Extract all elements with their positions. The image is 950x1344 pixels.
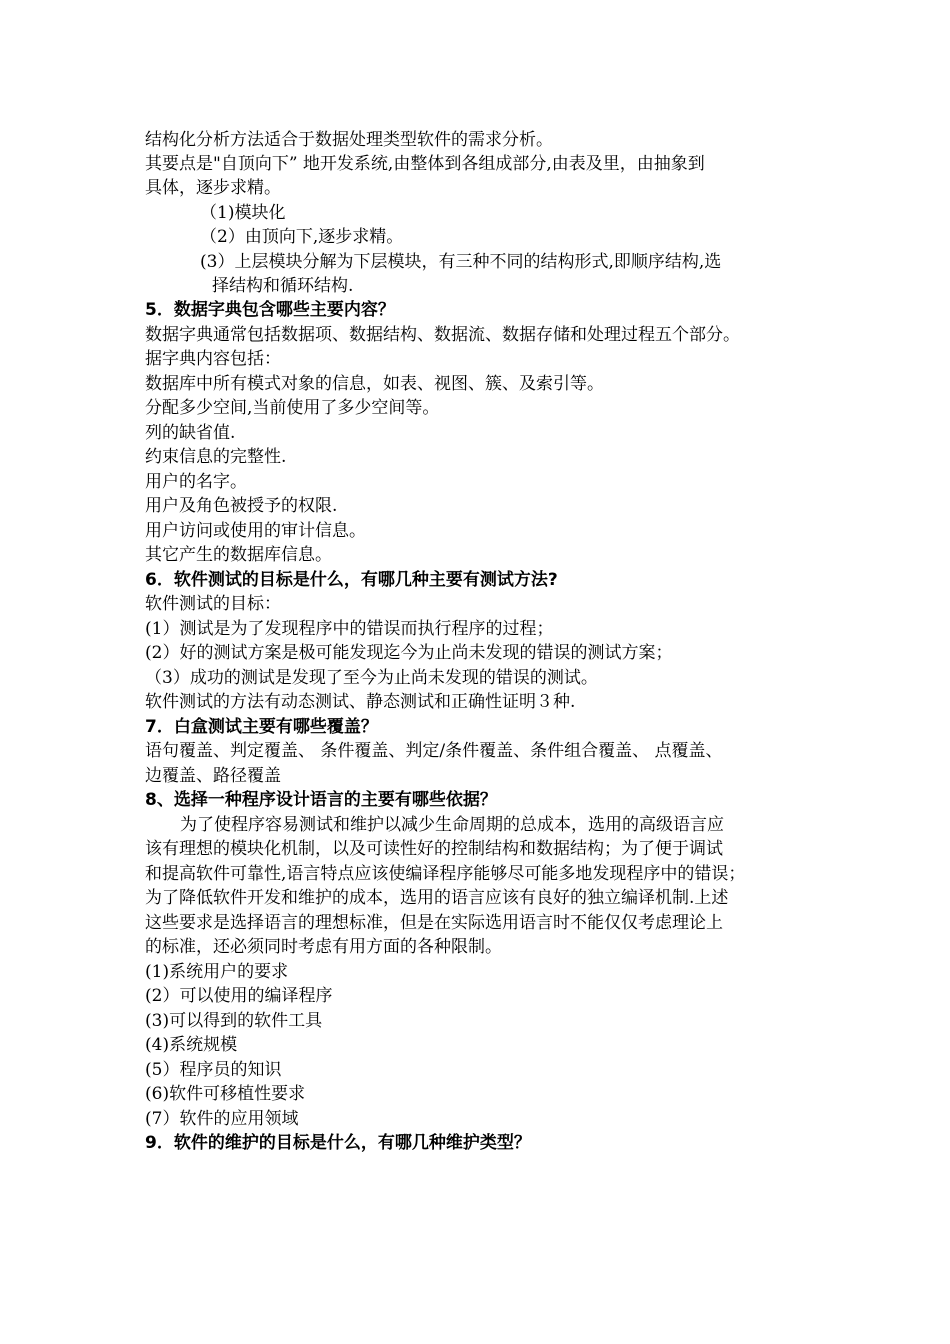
text-line: 结构化分析方法适合于数据处理类型软件的需求分析。 <box>145 130 553 150</box>
text-line: 软件测试的方法有动态测试、静态测试和正确性证明３种. <box>145 692 576 712</box>
text-line: 用户及角色被授予的权限. <box>145 496 338 516</box>
paragraph-line: 为了降低软件开发和维护的成本，选用的语言应该有良好的独立编译机制.上述 <box>145 888 729 908</box>
text-line: 软件测试的目标： <box>145 594 281 614</box>
list-item: （1)模块化 <box>200 203 286 223</box>
text-line: 具体，逐步求精。 <box>145 178 281 198</box>
paragraph-line: 为了使程序容易测试和维护以减少生命周期的总成本，选用的高级语言应 <box>180 815 724 835</box>
list-item: (7）软件的应用领域 <box>145 1109 299 1129</box>
section-heading: 6．软件测试的目标是什么，有哪几种主要有测试方法? <box>145 570 558 590</box>
section-heading: 5．数据字典包含哪些主要内容？ <box>145 300 395 320</box>
section-heading: 7．白盒测试主要有哪些覆盖？ <box>145 717 378 737</box>
text-line: 列的缺省值. <box>145 423 236 443</box>
text-line: 用户访问或使用的审计信息。 <box>145 521 366 541</box>
text-line: 语句覆盖、判定覆盖、 条件覆盖、判定/条件覆盖、条件组合覆盖、 点覆盖、 <box>145 741 723 761</box>
list-item: (1)系统用户的要求 <box>145 962 289 982</box>
text-line: 边覆盖、路径覆盖 <box>145 766 281 786</box>
text-line: 其要点是"自顶向下” 地开发系统,由整体到各组成部分,由表及里，由抽象到 <box>145 154 705 174</box>
list-item: (3）上层模块分解为下层模块，有三种不同的结构形式,即顺序结构,选 <box>200 252 722 272</box>
paragraph-line: 的标准，还必须同时考虑有用方面的各种限制。 <box>145 937 502 957</box>
text-line: 据字典内容包括： <box>145 349 281 369</box>
list-item: (5）程序员的知识 <box>145 1060 282 1080</box>
paragraph-line: 这些要求是选择语言的理想标准，但是在实际选用语言时不能仅仅考虑理论上 <box>145 913 723 933</box>
text-line: 约束信息的完整性. <box>145 447 287 467</box>
list-item: (1）测试是为了发现程序中的错误而执行程序的过程； <box>145 619 554 639</box>
text-line: 用户的名字。 <box>145 472 247 492</box>
section-heading: 8、选择一种程序设计语言的主要有哪些依据？ <box>145 790 497 810</box>
list-item: (4)系统规模 <box>145 1035 238 1055</box>
text-line: 数据库中所有模式对象的信息，如表、视图、簇、及索引等。 <box>145 374 604 394</box>
list-item: （2）由顶向下,逐步求精。 <box>200 227 404 247</box>
text-line: 分配多少空间,当前使用了多少空间等。 <box>145 398 440 418</box>
paragraph-line: 和提高软件可靠性,语言特点应该使编译程序能够尽可能多地发现程序中的错误； <box>145 864 746 884</box>
list-item: (6)软件可移植性要求 <box>145 1084 306 1104</box>
text-line: 数据字典通常包括数据项、数据结构、数据流、数据存储和处理过程五个部分。 <box>145 325 740 345</box>
section-heading: 9．软件的维护的目标是什么，有哪几种维护类型？ <box>145 1133 531 1153</box>
paragraph-line: 该有理想的模块化机制，以及可读性好的控制结构和数据结构；为了便于调试 <box>145 839 723 859</box>
list-item-continuation: 择结构和循环结构. <box>212 276 354 296</box>
list-item: (2）可以使用的编译程序 <box>145 986 333 1006</box>
list-item: (3)可以得到的软件工具 <box>145 1011 323 1031</box>
text-line: 其它产生的数据库信息。 <box>145 545 332 565</box>
list-item: （3）成功的测试是发现了至今为止尚未发现的错误的测试。 <box>145 668 598 688</box>
list-item: (2）好的测试方案是极可能发现迄今为止尚未发现的错误的测试方案； <box>145 643 673 663</box>
